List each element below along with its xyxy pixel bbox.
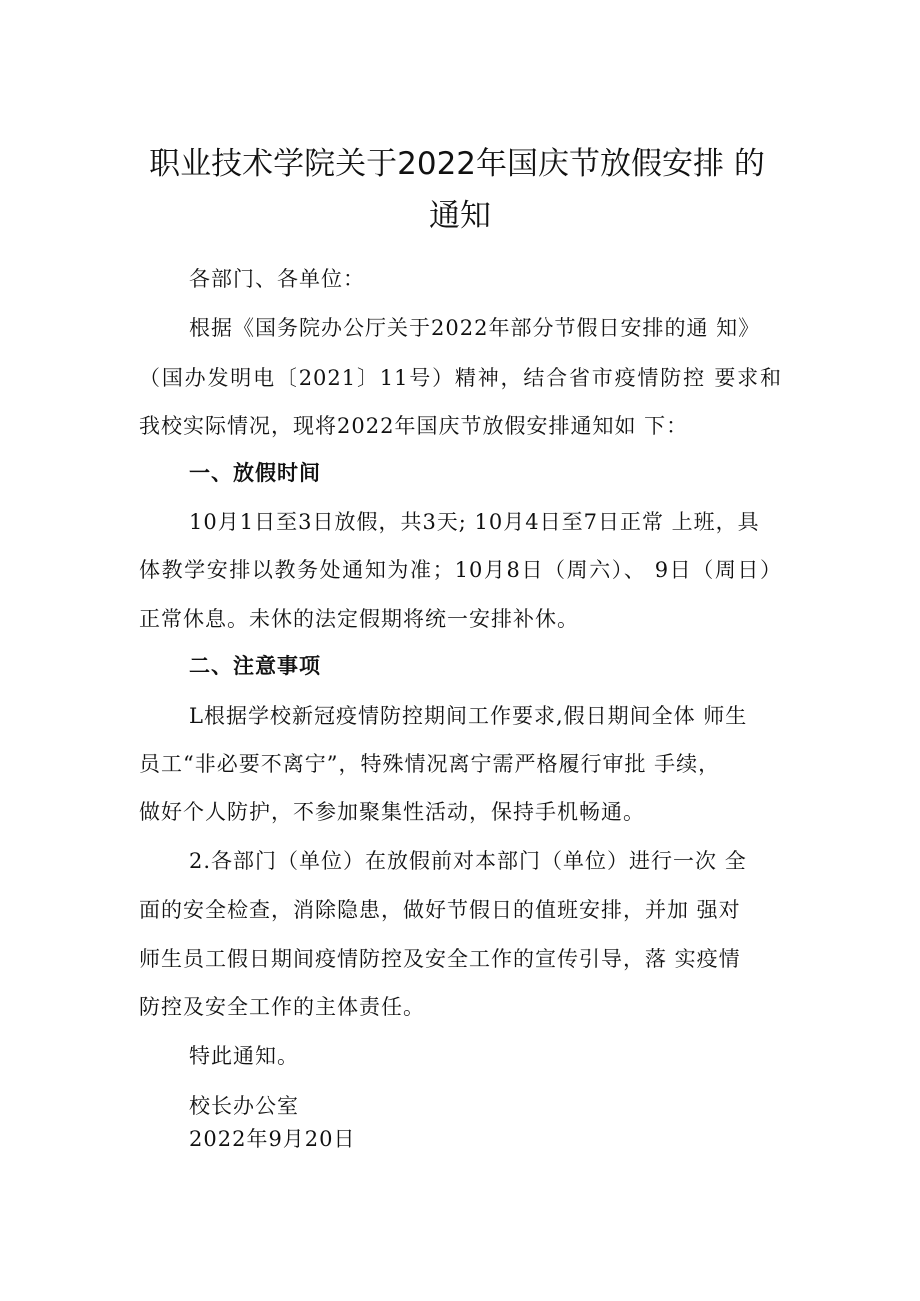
item-2-line-2: 面的安全检查，消除隐患，做好节假日的值班安排，并加 强对: [139, 898, 741, 922]
date: 2022年9月20日: [189, 1127, 356, 1151]
section-1-heading: 一、放假时间: [189, 461, 321, 485]
item-1-line-3: 做好个人防护，不参加聚集性活动，保持手机畅通。: [139, 800, 645, 824]
intro-line-3: 我校实际情况，现将2022年国庆节放假安排通知如 下：: [139, 414, 689, 438]
document-title-line-2: 通知: [429, 198, 491, 234]
salutation: 各部门、各单位：: [189, 267, 365, 291]
item-2-line-1: 2.各部门（单位）在放假前对本部门（单位）进行一次 全: [189, 849, 747, 873]
section-2-heading: 二、注意事项: [189, 654, 321, 678]
item-2-line-4: 防控及安全工作的主体责任。: [139, 995, 425, 1019]
item-1-line-2: 员工“非必要不离宁”，特殊情况离宁需严格履行审批 手续，: [139, 752, 721, 776]
item-1-line-1: L根据学校新冠疫情防控期间工作要求,假日期间全体 师生: [189, 704, 748, 728]
document-title-line-1: 职业技术学院关于2022年国庆节放假安排 的: [149, 146, 765, 182]
closing: 特此通知。: [189, 1044, 299, 1068]
item-2-line-3: 师生员工假日期间疫情防控及安全工作的宣传引导，落 实疫情: [139, 947, 741, 971]
section-1-line-1: 10月1日至3日放假，共3天; 10月4日至7日正常 上班，具: [189, 510, 760, 534]
intro-line-1: 根据《国务院办公厅关于2022年部分节假日安排的通 知》: [189, 316, 761, 340]
signature: 校长办公室: [189, 1094, 299, 1118]
intro-line-2: （国办发明电〔2021〕11号）精神，结合省市疫情防控 要求和: [139, 366, 782, 390]
section-1-line-2: 体教学安排以教务处通知为准；10月8日（周六）、 9日（周日）: [139, 558, 782, 582]
section-1-line-3: 正常休息。未休的法定假期将统一安排补休。: [139, 607, 579, 631]
